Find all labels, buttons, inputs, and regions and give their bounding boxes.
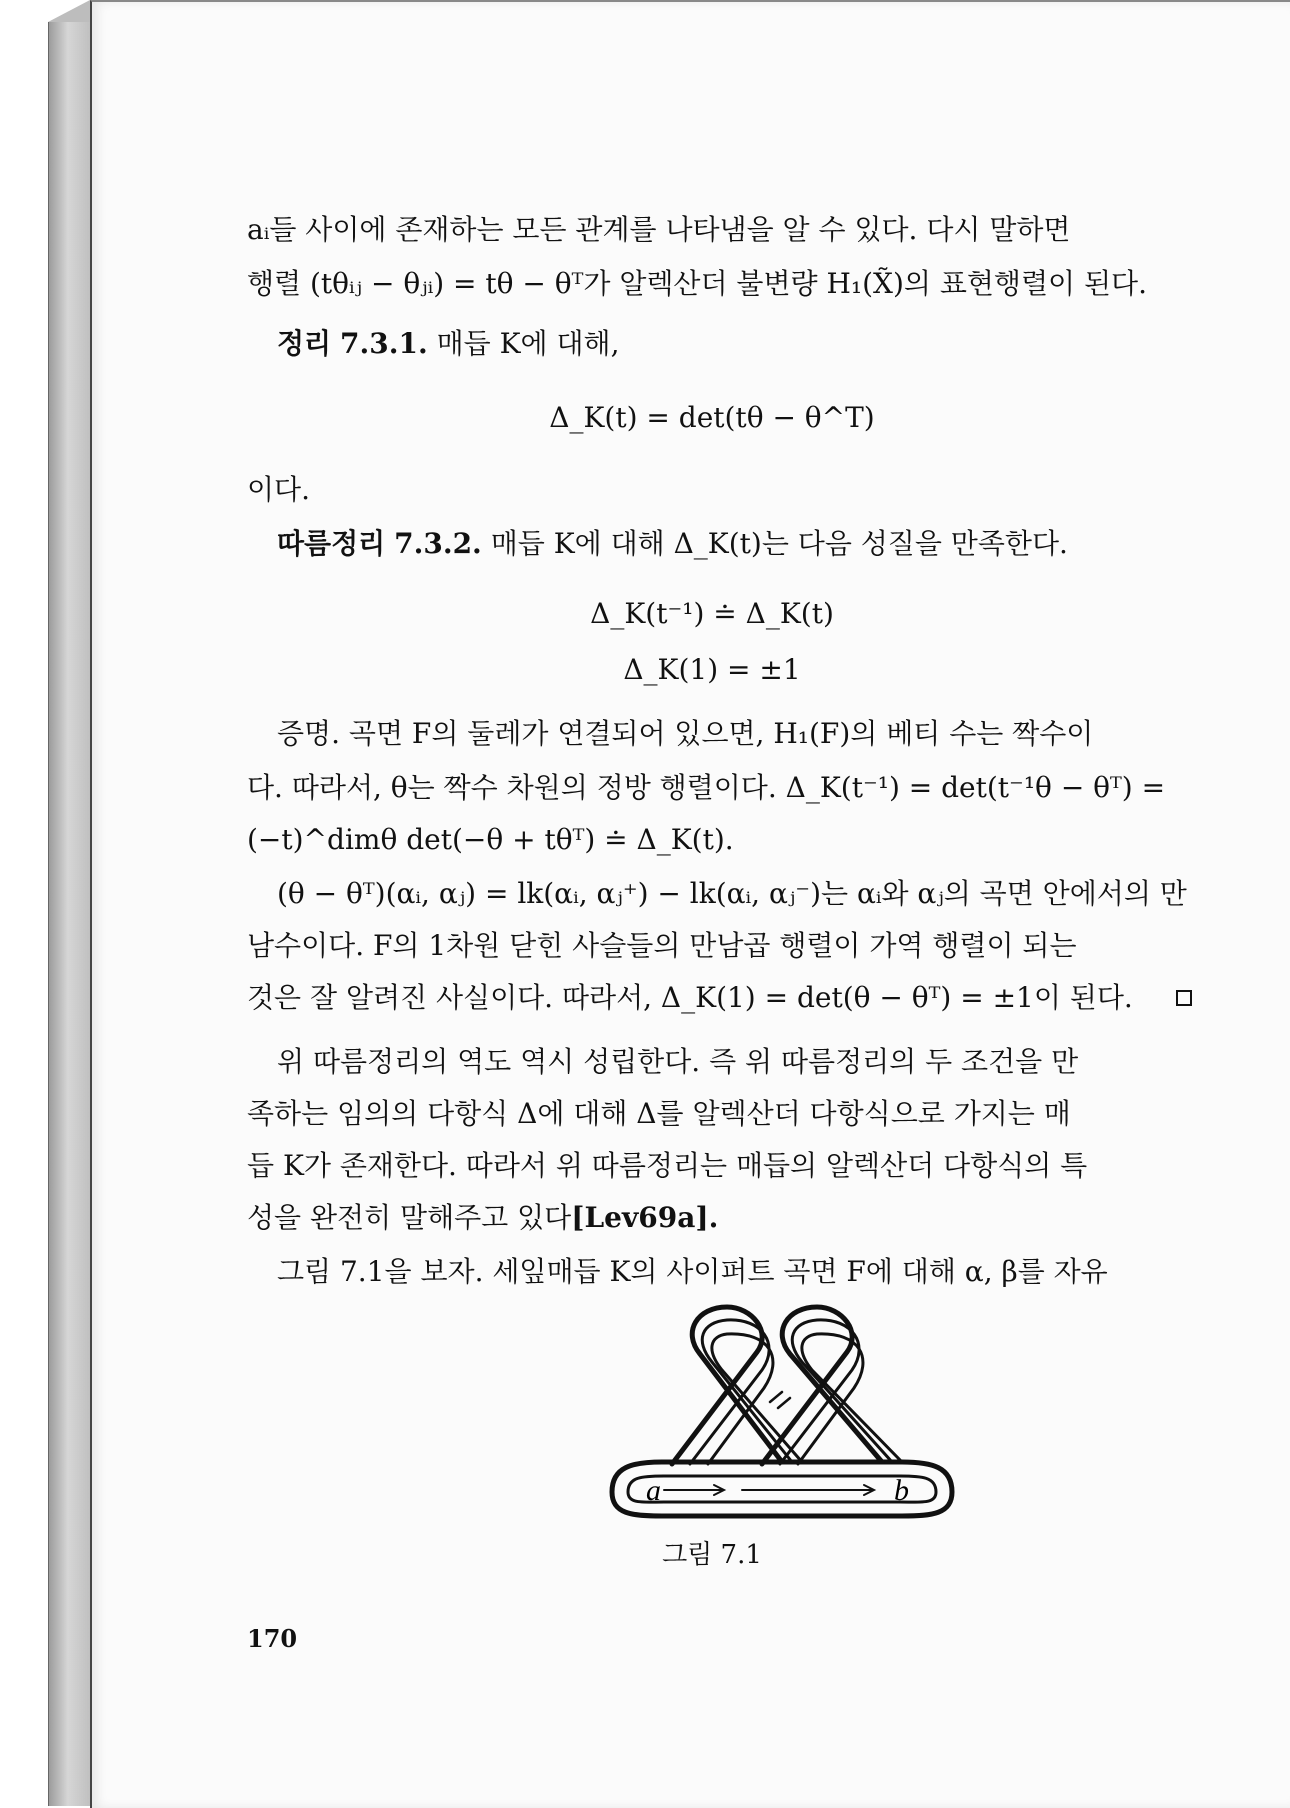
- page-number: 170: [247, 1624, 298, 1653]
- proof-line-2: 다. 따라서, θ는 짝수 차원의 정방 행렬이다. Δ_K(t⁻¹) = det(t⁻¹θ − θᵀ) =: [247, 771, 1166, 804]
- paragraph-line-1: 위 따름정리의 역도 역시 성립한다. 즉 위 따름정리의 두 조건을 만: [277, 1045, 1079, 1078]
- theorem-formula: Δ_K(t) = det(tθ − θ^T): [549, 401, 875, 434]
- book-spine-top: [48, 0, 90, 22]
- proof-line-4: (θ − θᵀ)(αᵢ, αⱼ) = lk(αᵢ, αⱼ⁺) − lk(αᵢ, αⱼ⁻)는 αᵢ와 αⱼ의 곡면 안에서의 만: [277, 877, 1187, 910]
- corollary-line: [277, 524, 1068, 564]
- theorem-line: [277, 324, 620, 364]
- last-line: 그림 7.1을 보자. 세잎매듭 K의 사이퍼트 곡면 F에 대해 α, β를 자유: [277, 1255, 1108, 1288]
- proof-line-3: (−t)^dimθ det(−θ + tθᵀ) ≐ Δ_K(t).: [247, 823, 734, 856]
- citation: [Lev69a].: [571, 1201, 719, 1234]
- qed-box: [1176, 990, 1192, 1006]
- proof-line-1: 증명. 곡면 F의 둘레가 연결되어 있으면, H₁(F)의 베티 수는 짝수이: [277, 717, 1094, 750]
- corollary-formula-2: Δ_K(1) = ±1: [623, 653, 801, 686]
- paragraph-line-2: 족하는 임의의 다항식 Δ에 대해 Δ를 알렉산더 다항식으로 가지는 매: [247, 1097, 1071, 1130]
- book-spine: [48, 22, 92, 1806]
- theorem-label: 정리: [277, 327, 332, 360]
- theorem-after: 이다.: [247, 473, 310, 506]
- proof-line-6: 것은 잘 알려진 사실이다. 따라서, Δ_K(1) = det(θ − θᵀ) = ±1이 된다.: [247, 981, 1133, 1014]
- corollary-formula-1: Δ_K(t⁻¹) ≐ Δ_K(t): [590, 597, 834, 630]
- proof-line-5: 남수이다. F의 1차원 닫힌 사슬들의 만남곱 행렬이 가역 행렬이 되는: [247, 929, 1077, 962]
- book-page: [90, 0, 1290, 1808]
- corollary-number: 7.3.2.: [394, 527, 482, 560]
- paragraph-line-4-text: 성을 완전히 말해주고 있다: [247, 1201, 572, 1234]
- paragraph-line-3: 듭 K가 존재한다. 따라서 위 따름정리는 매듭의 알렉산더 다항식의 특: [247, 1149, 1088, 1182]
- figure-label-b: b: [894, 1474, 909, 1507]
- figure-label-a: a: [646, 1474, 661, 1507]
- theorem-text: 매듭 K에 대해,: [436, 327, 620, 360]
- corollary-text: 매듭 K에 대해 Δ_K(t)는 다음 성질을 만족한다.: [490, 527, 1068, 560]
- trefoil-figure: [602, 1292, 962, 1532]
- text-line-2: 행렬 (tθᵢⱼ − θⱼᵢ) = tθ − θᵀ가 알렉산더 불변량 H₁(X̃)의 표현행렬이 된다.: [247, 267, 1147, 300]
- text-line-1: aᵢ들 사이에 존재하는 모든 관계를 나타냄을 알 수 있다. 다시 말하면: [247, 213, 1071, 246]
- paragraph-line-4: [247, 1198, 718, 1238]
- corollary-label: 따름정리: [277, 527, 386, 560]
- figure-caption: 그림 7.1: [662, 1540, 762, 1570]
- theorem-number: 7.3.1.: [340, 327, 428, 360]
